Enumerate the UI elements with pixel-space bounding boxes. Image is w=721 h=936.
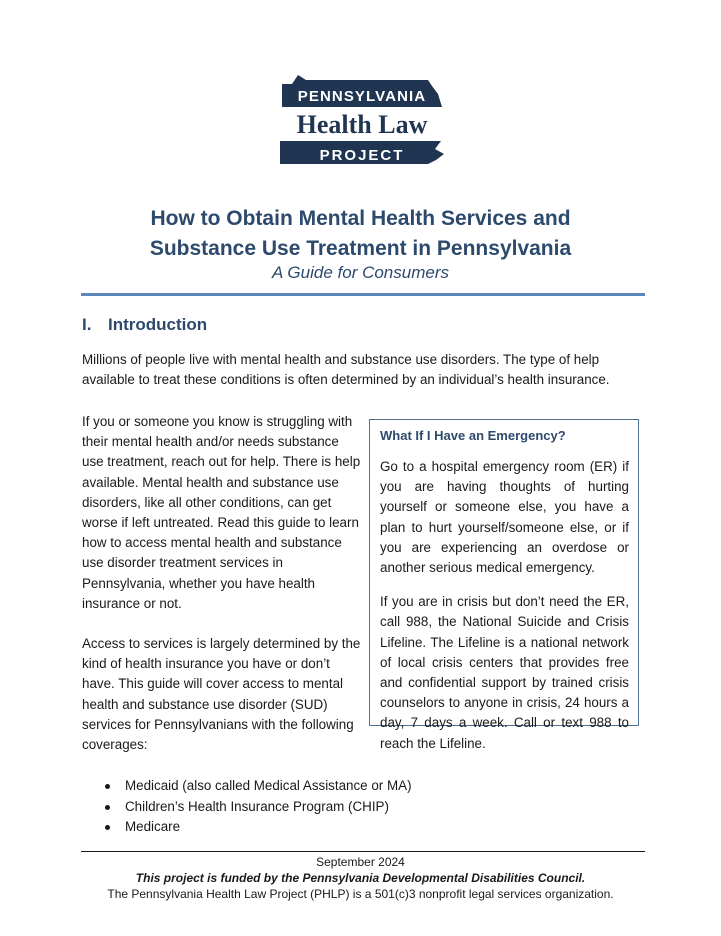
section-heading — [82, 315, 207, 335]
callout-title: What If I Have an Emergency? — [380, 428, 566, 443]
list-item — [102, 817, 412, 838]
callout-paragraph-988: If you are in crisis but don’t need the ER, call 988, the National Suicide and Crisis Lifeline. The Lifeline is a national network of local crisis centers that provides free and confidential support by trained crisis counselors to anyone in crisis, 24 hours a day, 7 days a week. Call or text 988 to reach the Lifeline. — [380, 594, 629, 751]
intro-paragraph: Millions of people live with mental health and substance use disorders. The type of help available to treat these conditions is often determined by an individual’s health insurance. — [82, 352, 610, 388]
coverage-list — [102, 776, 412, 838]
footer-funding-note: This project is funded by the Pennsylvania Developmental Disabilities Council. — [135, 871, 586, 885]
body-paragraph-help: If you or someone you know is struggling with their mental health and/or needs substance use treatment, reach out for help. There is help available. Mental health and substance use disorders, like all other conditions, can get worse if left untreated. Read this guide to learn how to access mental health and substance use disorder treatment services in Pennsylvania, whether you have health insurance or not. — [82, 414, 361, 611]
document-subtitle: A Guide for Consumers — [272, 263, 449, 282]
bullet-icon — [105, 805, 110, 810]
bullet-icon — [105, 784, 110, 789]
list-item — [102, 776, 412, 797]
section-title: Introduction — [108, 315, 208, 334]
logo-project-text: PROJECT — [319, 147, 405, 164]
callout-paragraph-er: Go to a hospital emergency room (ER) if you are having thoughts of hurting yourself or someone else, you have a plan to hurt yourself/someone else, or if you are experiencing an overdose or another serious medical emergency. — [380, 459, 629, 576]
phlp-logo — [278, 74, 446, 170]
bullet-icon — [105, 825, 110, 830]
document-title-line1: How to Obtain Mental Health Services and — [150, 207, 571, 230]
list-item-text: Children’s Health Insurance Program (CHIP) — [125, 798, 389, 814]
footer-organization-note: The Pennsylvania Health Law Project (PHLP) is a 501(c)3 nonprofit legal services organization. — [107, 887, 614, 901]
logo-health-law-text: Health Law — [296, 110, 428, 139]
list-item — [102, 797, 412, 818]
title-divider — [81, 293, 645, 296]
list-item-text: Medicaid (also called Medical Assistance or MA) — [125, 778, 412, 793]
body-paragraph-access: Access to services is largely determined by the kind of health insurance you have or don’t have. This guide will cover access to mental health and substance use disorder (SUD) services for Pennsylvanians with the following coverages: — [82, 636, 361, 753]
logo-pennsylvania-text: PENNSYLVANIA — [297, 88, 427, 105]
section-number: I. — [82, 315, 92, 334]
document-title-line2: Substance Use Treatment in Pennsylvania — [149, 237, 572, 260]
list-item-text: Medicare — [125, 819, 181, 835]
footer-date: September 2024 — [316, 855, 405, 869]
footer-divider — [81, 851, 645, 852]
emergency-callout-box — [369, 419, 639, 751]
